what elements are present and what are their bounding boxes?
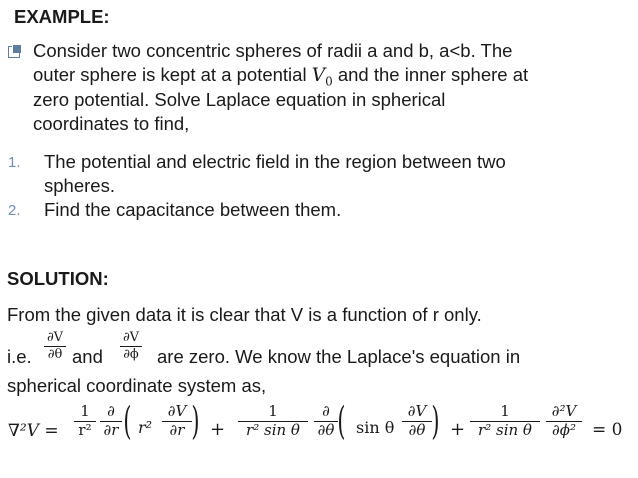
partial-v-over-phi: ∂V ∂ϕ [120,331,142,361]
item-1-line-1: The potential and electric field in the region between two [44,151,506,172]
solution-line-2: are zero. We know the Laplace's equation in [157,346,521,367]
solution-heading: SOLUTION: [7,268,109,289]
item-2-line-1: Find the capacitance between them. [44,199,342,220]
solution-line-3: spherical coordinate system as, [7,375,267,396]
solution-line-1: From the given data it is clear that V is a function of r only. [7,304,482,325]
solution-and: and [72,346,103,367]
item-number-2: 2. [8,202,21,219]
example-heading: EXAMPLE: [14,6,110,27]
partial-v-over-theta: ∂V ∂θ [44,331,66,361]
checkbox-bullet-icon [8,46,20,58]
slide: EXAMPLE: Consider two concentric spheres of radii a and b, a<b. The outer sphere is kept at a potential $V_0$ and the inner sphere at zero potential. Solve Laplace equation in spherical coordinates to find, 1. The potential and electric field in the region between two spheres. 2. Find the capacitance between them. SOLUTION: From the given data it is clear that V is a function of r only. i.e. ∂V ∂θ and ∂V ∂ϕ are zero. We know the Laplace's equation in spherical coordinate system as, ∇²V = 1 r² ∂ ∂r ( r² ∂V ∂r ) + 1 r² sin θ ∂ ∂θ ( sin θ ∂V ∂θ ) + 1 r² sin θ ∂²V ∂ϕ² = 0 [7,6,623,443]
problem-line-3: zero potential. Solve Laplace equation in spherical [33,89,446,110]
problem-line-1: Consider two concentric spheres of radii a and b, a<b. The [33,40,513,61]
item-1-line-2: spheres. [44,175,115,196]
problem-line-2: outer sphere is kept at a potential $V_0$ and the inner sphere at [33,64,529,89]
problem-line-4: coordinates to find, [33,113,190,134]
solution-ie: i.e. [7,346,32,367]
item-number-1: 1. [8,154,21,171]
